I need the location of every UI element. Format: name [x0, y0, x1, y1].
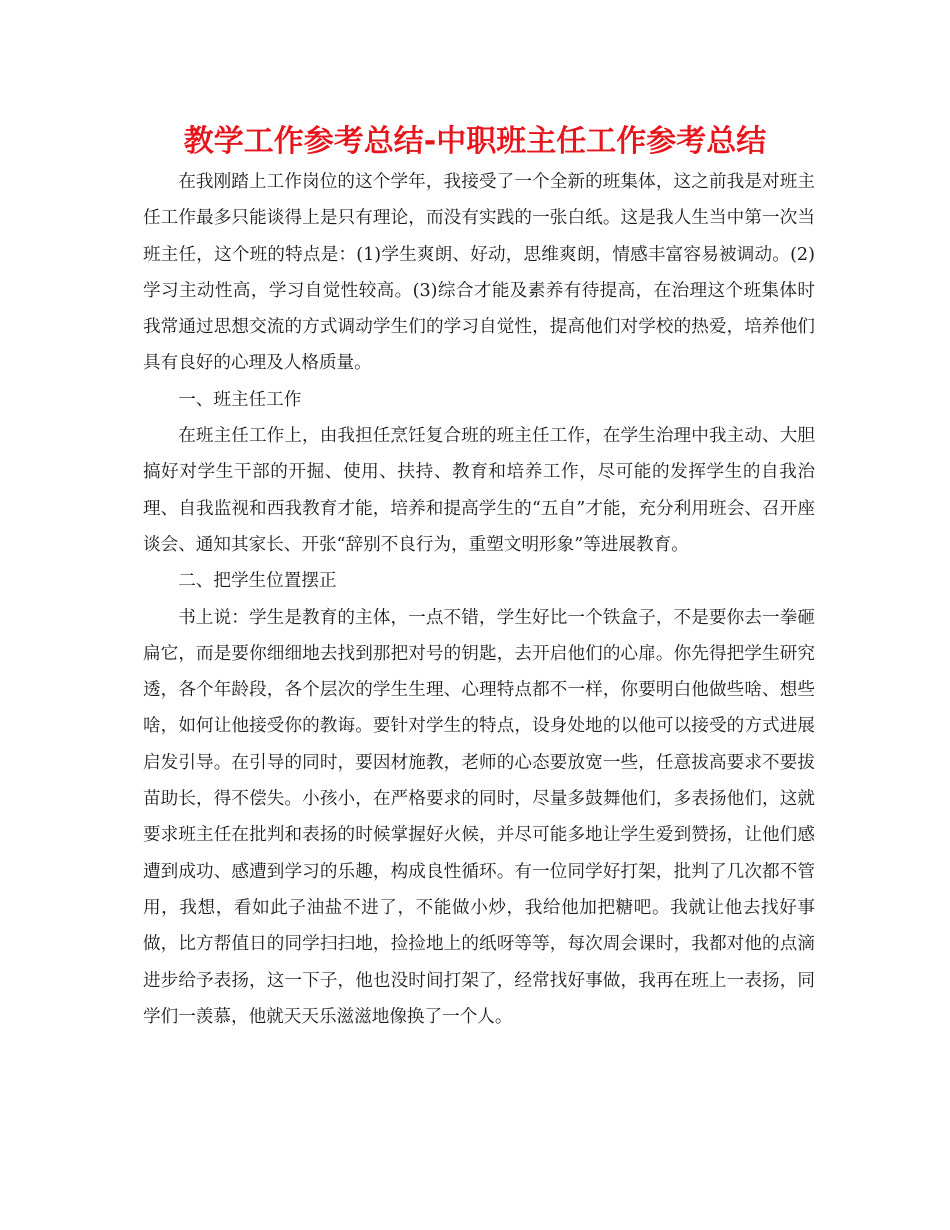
page-title: 教学工作参考总结-中职班主任工作参考总结 — [183, 124, 767, 159]
paragraph-section-2: 书上说：学生是教育的主体，一点不错，学生好比一个铁盒子，不是要你去一拳砸扁它，而是要你细细地去找到那把对号的钥匙，去开启他们的心扉。你先得把学生研究透，各个年龄段，各个层次的学生生理、心理特点都不一样，你要明白他做些啥、想些啥，如何让他接受你的教诲。要针对学生的特点，设身处地的以他可以接受的方式进展启发引导。在引导的同时，要因材施教，老师的心态要放宽一些，任意拔高要求不要拔苗助长，得不偿失。小孩小，在严格要求的同时，尽量多鼓舞他们，多表扬他们，这就要求班主任在批判和表扬的时候掌握好火候，并尽可能多地让学生爱到赞扬，让他们感遭到成功、感遭到学习的乐趣，构成良性循环。有一位同学好打架，批判了几次都不管用，我想，看如此子油盐不进了，不能做小炒，我给他加把糖吧。我就让他去找好事做，比方帮值日的同学扫扫地，捡捡地上的纸呀等等，每次周会课时，我都对他的点滴进步给予表扬，这一下子，他也没时间打架了，经常找好事做，我再在班上一表扬，同学们一羡慕，他就天天乐滋滋地像换了一个人。 — [143, 607, 815, 1027]
section-heading-1: 一、班主任工作 — [178, 389, 302, 410]
paragraph-intro: 在我刚踏上工作岗位的这个学年，我接受了一个全新的班集体，这之前我是对班主任工作最多只能谈得上是只有理论，而没有实践的一张白纸。这是我人生当中第一次当班主任，这个班的特点是：(1)学生爽朗、好动，思维爽朗，情感丰富容易被调动。(2)学习主动性高，学习自觉性较高。(3)综合才能及素养有待提高，在治理这个班集体时我常通过思想交流的方式调动学生们的学习自觉性，提高他们对学校的热爱，培养他们具有良好的心理及人格质量。 — [143, 172, 815, 374]
paragraph-section-1: 在班主任工作上，由我担任烹饪复合班的班主任工作，在学生治理中我主动、大胆搞好对学生干部的开掘、使用、扶持、教育和培养工作，尽可能的发挥学生的自我治理、自我监视和西我教育才能，培养和提高学生的“五自”才能，充分利用班会、召开座谈会、通知其家长、开张“辞别不良行为，重塑文明形象”等进展教育。 — [143, 426, 815, 555]
section-heading-2: 二、把学生位置摆正 — [178, 571, 337, 592]
document-body — [143, 164, 815, 1035]
